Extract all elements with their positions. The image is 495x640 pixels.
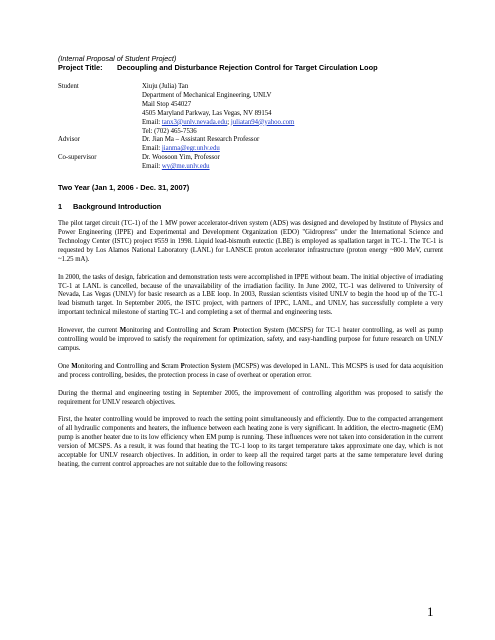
advisor-details bbox=[142, 136, 259, 154]
text-run: ontrolling and bbox=[120, 362, 162, 370]
student-email-link-1[interactable]: tanx3@unlv.nevada.edu bbox=[161, 118, 228, 126]
paragraph-4 bbox=[58, 363, 443, 381]
paragraph-5: During the thermal and engineering testing in September 2005, the improvement of controlling algorithm was proposed to satisfy the requirement for UNLV research objectives. bbox=[58, 389, 443, 406]
advisor-role: Advisor bbox=[58, 136, 80, 144]
paragraph-1: The pilot target circuit (TC-1) of the 1 MW power accelerator-driven system (ADS) was designed and developed by Institute of Physics and Power Engineering (IPPE) and Experimental and Development Organization (EDO) "Gidropress" under the International Science and Technology Center (ISTC) project #559 in 1998. Liquid lead-bismuth eutectic (LBE) is employed as spallation target in TC-1. The TC-1 is requested by Los Alamos National Laboratory (LANL) for LANSCE proton accelerator infrastructure (proton energy ~800 MeV, current ~1.25 mA). bbox=[58, 220, 443, 263]
paragraph-3 bbox=[58, 327, 443, 354]
acronym-letter: P bbox=[233, 327, 238, 335]
acronym-letter: M bbox=[71, 362, 78, 370]
project-title-label: Project Title: bbox=[58, 63, 103, 72]
section-title: Background Introduction bbox=[73, 202, 162, 212]
text-run: rotection bbox=[237, 327, 265, 335]
text-run: rotection bbox=[184, 362, 211, 370]
acronym-letter: C bbox=[116, 362, 121, 370]
document-body bbox=[58, 54, 443, 470]
project-title-text: Decoupling and Disturbance Rejection Control for Target Circulation Loop bbox=[117, 63, 378, 72]
advisor-name: Dr. Jian Ma – Assistant Research Professor bbox=[142, 136, 260, 144]
project-title bbox=[58, 63, 443, 72]
acronym-letter: S bbox=[264, 327, 268, 335]
section-heading bbox=[58, 202, 443, 211]
text-run: cram bbox=[216, 327, 234, 335]
paragraph-2: In 2000, the tasks of design, fabrication and demonstration tests were accomplished in IPPE without beam. The initial objective of irradiating TC-1 at LANL is cancelled, because of the unavailability of the irradiation facility. In June 2002, TC-1 was delivered to University of Nevada, Las Vegas (UNLV) for basic research as a LBE loop. In 2003, Russian scientists visited UNLV to begin the hood up of the TC-1 lead bismuth target. In September 2005, the ISTC project, with partners of IPPC, LANL, and UNLV, has successfully complete a very important technical milestone of starting TC-1 and completing a set of thermal and engineering tests. bbox=[58, 273, 443, 317]
text-run: ontrolling and bbox=[171, 327, 214, 335]
advisor-email-link[interactable]: jianma@egr.unlv.edu bbox=[161, 145, 220, 153]
proposal-intro: (Internal Proposal of Student Project) bbox=[58, 54, 177, 63]
text-run: However, the current bbox=[58, 327, 120, 335]
text-run: onitoring and bbox=[77, 362, 117, 370]
text-run: cram bbox=[165, 362, 181, 370]
section-number: 1 bbox=[58, 202, 63, 212]
project-duration: Two Year (Jan 1, 2006 - Dec. 31, 2007) bbox=[58, 183, 190, 193]
student-address: 4505 Maryland Parkway, Las Vegas, NV 89154 bbox=[142, 109, 272, 117]
student-row bbox=[58, 83, 443, 136]
cosupervisor-role: Co-supervisor bbox=[58, 154, 97, 162]
email-label: Email: bbox=[142, 118, 162, 126]
email-label: Email: bbox=[142, 145, 162, 153]
email-label: Email: bbox=[142, 163, 162, 171]
student-role: Student bbox=[58, 83, 79, 90]
student-details bbox=[142, 83, 294, 136]
student-mailstop: Mail Stop 454027 bbox=[142, 100, 192, 108]
cosupervisor-name: Dr. Woosoon Yim, Professor bbox=[142, 154, 220, 162]
advisor-row bbox=[58, 136, 443, 154]
acronym-letter: M bbox=[119, 327, 127, 335]
people-block bbox=[58, 83, 443, 172]
acronym-letter: S bbox=[213, 327, 217, 335]
cosupervisor-details bbox=[142, 154, 220, 172]
acronym-letter: C bbox=[166, 327, 172, 335]
acronym-letter: P bbox=[180, 362, 185, 370]
acronym-letter: S bbox=[210, 362, 215, 370]
acronym-letter: S bbox=[161, 362, 166, 370]
paragraph-6: First, the heater controlling would be improved to reach the setting point simultaneously and efficiently. Due to the compacted arrangement of all hydraulic components and heaters, the influence between each heating zone is very significant. In addition, the electro-magnetic (EM) pump is another heater due to its low efficiency when EM pump is running. These influences were not taken into consideration in the current version of MCSPS. As a result, it was found that heating the TC-1 loop to its target temperature takes approximate one day, which is not acceptable for UNLV research objectives. In addition, in order to keep all the required target parts at the same temperature level during heating, the current control approaches are not suitable due to the following reasons: bbox=[58, 416, 443, 468]
advisor-email-line bbox=[142, 145, 259, 154]
student-email-line bbox=[142, 119, 294, 128]
student-phone: Tel: (702) 465-7536 bbox=[142, 127, 197, 135]
student-department: Department of Mechanical Engineering, UNLV bbox=[142, 91, 272, 99]
page-number: 1 bbox=[427, 604, 434, 619]
cosupervisor-email-link[interactable]: wy@me.unlv.edu bbox=[161, 163, 210, 171]
text-run: onitoring and bbox=[126, 327, 167, 335]
text-run: ystem (MCSPS) for TC-1 heater controlling, as well as pump controlling would be improved to satisfy the requirement for optimization, safety, and easy-handling purpose for future research on UNLV campus. bbox=[58, 327, 443, 352]
email-separator: ; bbox=[227, 118, 231, 126]
student-name: Xiuju (Julia) Tan bbox=[142, 83, 189, 90]
text-run: One bbox=[58, 362, 72, 370]
cosupervisor-email-line bbox=[142, 163, 220, 172]
text-run: ystem (MCSPS) was developed in LANL. This MCSPS is used for data acquisition and process controlling, besides, the protection process in case of overheat or operation error. bbox=[58, 362, 444, 379]
cosupervisor-row bbox=[58, 154, 443, 172]
student-email-link-2[interactable]: juliatan94@yahoo.com bbox=[230, 118, 295, 126]
